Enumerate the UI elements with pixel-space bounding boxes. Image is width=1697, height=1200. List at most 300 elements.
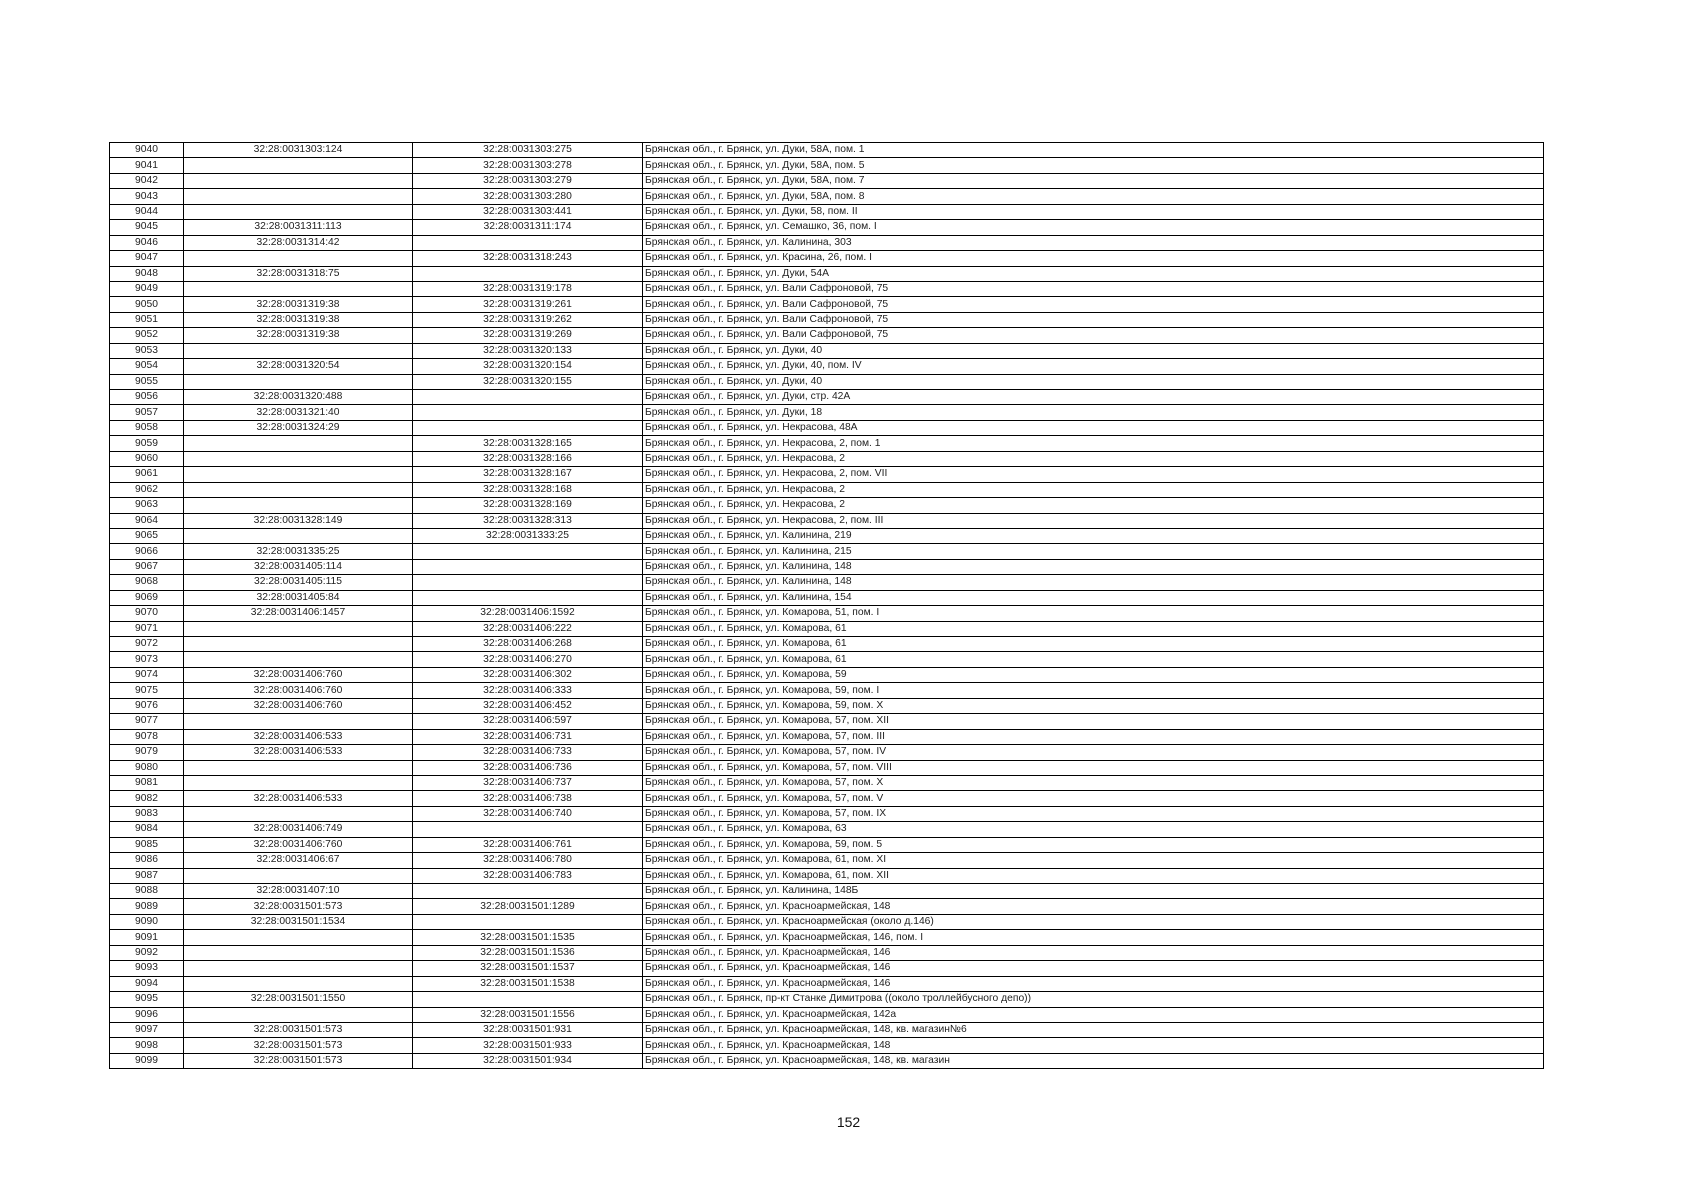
table-row bbox=[110, 714, 1544, 729]
object-number-cell: 32:28:0031328:168 bbox=[413, 482, 643, 497]
parcel-number-cell bbox=[184, 637, 413, 652]
row-number-cell: 9061 bbox=[110, 467, 184, 482]
object-number-cell bbox=[413, 559, 643, 574]
table-row bbox=[110, 173, 1544, 188]
parcel-number-cell: 32:28:0031406:760 bbox=[184, 667, 413, 682]
parcel-number-cell bbox=[184, 451, 413, 466]
object-number-cell bbox=[413, 884, 643, 899]
table-row bbox=[110, 359, 1544, 374]
row-number-cell: 9049 bbox=[110, 281, 184, 296]
parcel-number-cell: 32:28:0031320:54 bbox=[184, 359, 413, 374]
object-number-cell: 32:28:0031406:780 bbox=[413, 853, 643, 868]
table-row bbox=[110, 158, 1544, 173]
table-row bbox=[110, 652, 1544, 667]
parcel-number-cell bbox=[184, 775, 413, 790]
table-row bbox=[110, 698, 1544, 713]
row-number-cell: 9068 bbox=[110, 575, 184, 590]
address-cell: Брянская обл., г. Брянск, ул. Красноармейская, 148 bbox=[643, 899, 1544, 914]
address-cell: Брянская обл., г. Брянск, ул. Дуки, 58А, пом. 8 bbox=[643, 189, 1544, 204]
table-row bbox=[110, 868, 1544, 883]
object-number-cell: 32:28:0031328:169 bbox=[413, 498, 643, 513]
object-number-cell: 32:28:0031501:1289 bbox=[413, 899, 643, 914]
table-row bbox=[110, 328, 1544, 343]
table-row bbox=[110, 945, 1544, 960]
row-number-cell: 9077 bbox=[110, 714, 184, 729]
row-number-cell: 9085 bbox=[110, 837, 184, 852]
table-row bbox=[110, 374, 1544, 389]
address-cell: Брянская обл., г. Брянск, ул. Комарова, 61, пом. XII bbox=[643, 868, 1544, 883]
row-number-cell: 9046 bbox=[110, 235, 184, 250]
row-number-cell: 9087 bbox=[110, 868, 184, 883]
address-cell: Брянская обл., г. Брянск, ул. Вали Сафроновой, 75 bbox=[643, 328, 1544, 343]
address-cell: Брянская обл., г. Брянск, ул. Красноармейская, 146, пом. I bbox=[643, 930, 1544, 945]
row-number-cell: 9064 bbox=[110, 513, 184, 528]
table-row bbox=[110, 1022, 1544, 1037]
row-number-cell: 9081 bbox=[110, 775, 184, 790]
parcel-number-cell bbox=[184, 281, 413, 296]
address-cell: Брянская обл., г. Брянск, ул. Комарова, 61 bbox=[643, 621, 1544, 636]
table-row bbox=[110, 683, 1544, 698]
parcel-number-cell: 32:28:0031328:149 bbox=[184, 513, 413, 528]
address-cell: Брянская обл., г. Брянск, ул. Дуки, 58А, пом. 1 bbox=[643, 143, 1544, 158]
address-cell: Брянская обл., г. Брянск, ул. Вали Сафроновой, 75 bbox=[643, 297, 1544, 312]
parcel-number-cell bbox=[184, 436, 413, 451]
parcel-number-cell: 32:28:0031406:67 bbox=[184, 853, 413, 868]
object-number-cell: 32:28:0031406:736 bbox=[413, 760, 643, 775]
row-number-cell: 9091 bbox=[110, 930, 184, 945]
row-number-cell: 9097 bbox=[110, 1022, 184, 1037]
address-cell: Брянская обл., г. Брянск, ул. Комарова, 57, пом. IV bbox=[643, 745, 1544, 760]
table-row bbox=[110, 760, 1544, 775]
address-cell: Брянская обл., г. Брянск, ул. Некрасова, 2 bbox=[643, 451, 1544, 466]
parcel-number-cell: 32:28:0031501:573 bbox=[184, 1022, 413, 1037]
address-cell: Брянская обл., г. Брянск, ул. Дуки, 54А bbox=[643, 266, 1544, 281]
object-number-cell: 32:28:0031406:452 bbox=[413, 698, 643, 713]
object-number-cell: 32:28:0031406:597 bbox=[413, 714, 643, 729]
object-number-cell: 32:28:0031303:275 bbox=[413, 143, 643, 158]
row-number-cell: 9060 bbox=[110, 451, 184, 466]
object-number-cell bbox=[413, 420, 643, 435]
object-number-cell: 32:28:0031406:270 bbox=[413, 652, 643, 667]
object-number-cell: 32:28:0031328:167 bbox=[413, 467, 643, 482]
parcel-number-cell: 32:28:0031405:84 bbox=[184, 590, 413, 605]
table-row bbox=[110, 451, 1544, 466]
table-row bbox=[110, 312, 1544, 327]
object-number-cell: 32:28:0031319:262 bbox=[413, 312, 643, 327]
row-number-cell: 9042 bbox=[110, 173, 184, 188]
address-cell: Брянская обл., г. Брянск, ул. Комарова, 61 bbox=[643, 637, 1544, 652]
object-number-cell bbox=[413, 405, 643, 420]
table-row bbox=[110, 961, 1544, 976]
object-number-cell: 32:28:0031320:154 bbox=[413, 359, 643, 374]
address-cell: Брянская обл., г. Брянск, ул. Калинина, 148Б bbox=[643, 884, 1544, 899]
parcel-number-cell: 32:28:0031501:1550 bbox=[184, 992, 413, 1007]
row-number-cell: 9090 bbox=[110, 914, 184, 929]
object-number-cell: 32:28:0031319:178 bbox=[413, 281, 643, 296]
table-row bbox=[110, 436, 1544, 451]
table-row bbox=[110, 775, 1544, 790]
row-number-cell: 9047 bbox=[110, 251, 184, 266]
address-cell: Брянская обл., г. Брянск, ул. Красноармейская, 146 bbox=[643, 961, 1544, 976]
row-number-cell: 9092 bbox=[110, 945, 184, 960]
row-number-cell: 9094 bbox=[110, 976, 184, 991]
table-row bbox=[110, 420, 1544, 435]
row-number-cell: 9076 bbox=[110, 698, 184, 713]
object-number-cell: 32:28:0031406:222 bbox=[413, 621, 643, 636]
parcel-number-cell bbox=[184, 1007, 413, 1022]
parcel-number-cell bbox=[184, 251, 413, 266]
address-cell: Брянская обл., г. Брянск, ул. Дуки, 40 bbox=[643, 343, 1544, 358]
object-number-cell: 32:28:0031320:133 bbox=[413, 343, 643, 358]
object-number-cell bbox=[413, 822, 643, 837]
parcel-number-cell: 32:28:0031335:25 bbox=[184, 544, 413, 559]
table-row bbox=[110, 884, 1544, 899]
address-cell: Брянская обл., г. Брянск, ул. Вали Сафроновой, 75 bbox=[643, 312, 1544, 327]
object-number-cell bbox=[413, 544, 643, 559]
address-cell: Брянская обл., г. Брянск, ул. Красноармейская, 148 bbox=[643, 1038, 1544, 1053]
table-row bbox=[110, 297, 1544, 312]
table-row bbox=[110, 405, 1544, 420]
row-number-cell: 9062 bbox=[110, 482, 184, 497]
object-number-cell bbox=[413, 266, 643, 281]
address-cell: Брянская обл., г. Брянск, ул. Дуки, 58, пом. II bbox=[643, 204, 1544, 219]
object-number-cell bbox=[413, 390, 643, 405]
address-cell: Брянская обл., г. Брянск, ул. Калинина, 154 bbox=[643, 590, 1544, 605]
row-number-cell: 9040 bbox=[110, 143, 184, 158]
address-cell: Брянская обл., г. Брянск, ул. Калинина, 219 bbox=[643, 528, 1544, 543]
row-number-cell: 9093 bbox=[110, 961, 184, 976]
object-number-cell: 32:28:0031406:761 bbox=[413, 837, 643, 852]
address-cell: Брянская обл., г. Брянск, ул. Калинина, 148 bbox=[643, 559, 1544, 574]
row-number-cell: 9065 bbox=[110, 528, 184, 543]
address-cell: Брянская обл., г. Брянск, ул. Некрасова, 2 bbox=[643, 482, 1544, 497]
address-cell: Брянская обл., г. Брянск, ул. Комарова, 57, пом. III bbox=[643, 729, 1544, 744]
row-number-cell: 9071 bbox=[110, 621, 184, 636]
address-cell: Брянская обл., г. Брянск, пр-кт Станке Димитрова ((около троллейбусного депо)) bbox=[643, 992, 1544, 1007]
parcel-number-cell bbox=[184, 467, 413, 482]
parcel-number-cell bbox=[184, 976, 413, 991]
table-row bbox=[110, 235, 1544, 250]
row-number-cell: 9089 bbox=[110, 899, 184, 914]
object-number-cell: 32:28:0031406:302 bbox=[413, 667, 643, 682]
row-number-cell: 9088 bbox=[110, 884, 184, 899]
address-cell: Брянская обл., г. Брянск, ул. Красноармейская, 148, кв. магазин bbox=[643, 1053, 1544, 1068]
address-cell: Брянская обл., г. Брянск, ул. Комарова, 57, пом. V bbox=[643, 791, 1544, 806]
parcel-number-cell: 32:28:0031314:42 bbox=[184, 235, 413, 250]
address-cell: Брянская обл., г. Брянск, ул. Калинина, 148 bbox=[643, 575, 1544, 590]
row-number-cell: 9048 bbox=[110, 266, 184, 281]
row-number-cell: 9072 bbox=[110, 637, 184, 652]
row-number-cell: 9084 bbox=[110, 822, 184, 837]
address-cell: Брянская обл., г. Брянск, ул. Дуки, 58А, пом. 7 bbox=[643, 173, 1544, 188]
object-number-cell: 32:28:0031501:933 bbox=[413, 1038, 643, 1053]
table-row bbox=[110, 822, 1544, 837]
object-number-cell: 32:28:0031311:174 bbox=[413, 220, 643, 235]
table-row bbox=[110, 220, 1544, 235]
object-number-cell: 32:28:0031501:1536 bbox=[413, 945, 643, 960]
address-cell: Брянская обл., г. Брянск, ул. Красноармейская, 146 bbox=[643, 976, 1544, 991]
row-number-cell: 9074 bbox=[110, 667, 184, 682]
row-number-cell: 9075 bbox=[110, 683, 184, 698]
address-cell: Брянская обл., г. Брянск, ул. Дуки, стр. 42А bbox=[643, 390, 1544, 405]
row-number-cell: 9055 bbox=[110, 374, 184, 389]
table-row bbox=[110, 590, 1544, 605]
object-number-cell: 32:28:0031406:731 bbox=[413, 729, 643, 744]
row-number-cell: 9050 bbox=[110, 297, 184, 312]
address-cell: Брянская обл., г. Брянск, ул. Комарова, 59, пом. I bbox=[643, 683, 1544, 698]
row-number-cell: 9066 bbox=[110, 544, 184, 559]
address-cell: Брянская обл., г. Брянск, ул. Некрасова, 48А bbox=[643, 420, 1544, 435]
table-row bbox=[110, 837, 1544, 852]
parcel-number-cell bbox=[184, 652, 413, 667]
parcel-number-cell: 32:28:0031320:488 bbox=[184, 390, 413, 405]
parcel-number-cell: 32:28:0031319:38 bbox=[184, 312, 413, 327]
parcel-number-cell: 32:28:0031501:573 bbox=[184, 1053, 413, 1068]
table-row bbox=[110, 637, 1544, 652]
table-row bbox=[110, 791, 1544, 806]
object-number-cell: 32:28:0031320:155 bbox=[413, 374, 643, 389]
parcel-number-cell bbox=[184, 760, 413, 775]
object-number-cell bbox=[413, 235, 643, 250]
address-cell: Брянская обл., г. Брянск, ул. Красноармейская (около д.146) bbox=[643, 914, 1544, 929]
row-number-cell: 9044 bbox=[110, 204, 184, 219]
parcel-number-cell bbox=[184, 158, 413, 173]
parcel-number-cell: 32:28:0031501:573 bbox=[184, 1038, 413, 1053]
parcel-number-cell bbox=[184, 189, 413, 204]
parcel-number-cell: 32:28:0031303:124 bbox=[184, 143, 413, 158]
parcel-number-cell: 32:28:0031407:10 bbox=[184, 884, 413, 899]
table-row bbox=[110, 899, 1544, 914]
table-row bbox=[110, 621, 1544, 636]
table-row bbox=[110, 976, 1544, 991]
table-row bbox=[110, 143, 1544, 158]
row-number-cell: 9058 bbox=[110, 420, 184, 435]
address-cell: Брянская обл., г. Брянск, ул. Комарова, 63 bbox=[643, 822, 1544, 837]
parcel-number-cell bbox=[184, 528, 413, 543]
address-cell: Брянская обл., г. Брянск, ул. Комарова, 57, пом. VIII bbox=[643, 760, 1544, 775]
table-row bbox=[110, 390, 1544, 405]
parcel-number-cell bbox=[184, 961, 413, 976]
table-row bbox=[110, 467, 1544, 482]
address-cell: Брянская обл., г. Брянск, ул. Комарова, 57, пом. XII bbox=[643, 714, 1544, 729]
table-row bbox=[110, 559, 1544, 574]
parcel-number-cell: 32:28:0031406:533 bbox=[184, 729, 413, 744]
object-number-cell: 32:28:0031318:243 bbox=[413, 251, 643, 266]
object-number-cell: 32:28:0031501:934 bbox=[413, 1053, 643, 1068]
table-row bbox=[110, 1007, 1544, 1022]
parcel-number-cell bbox=[184, 945, 413, 960]
parcel-number-cell: 32:28:0031321:40 bbox=[184, 405, 413, 420]
address-cell: Брянская обл., г. Брянск, ул. Калинина, 215 bbox=[643, 544, 1544, 559]
parcel-number-cell bbox=[184, 204, 413, 219]
object-number-cell: 32:28:0031406:733 bbox=[413, 745, 643, 760]
row-number-cell: 9073 bbox=[110, 652, 184, 667]
object-number-cell: 32:28:0031406:268 bbox=[413, 637, 643, 652]
object-number-cell: 32:28:0031328:166 bbox=[413, 451, 643, 466]
parcel-number-cell bbox=[184, 498, 413, 513]
page-number: 152 bbox=[836, 1114, 861, 1130]
address-cell: Брянская обл., г. Брянск, ул. Красина, 26, пом. I bbox=[643, 251, 1544, 266]
object-number-cell: 32:28:0031333:25 bbox=[413, 528, 643, 543]
row-number-cell: 9082 bbox=[110, 791, 184, 806]
row-number-cell: 9057 bbox=[110, 405, 184, 420]
table-row bbox=[110, 266, 1544, 281]
object-number-cell: 32:28:0031406:737 bbox=[413, 775, 643, 790]
object-number-cell: 32:28:0031303:278 bbox=[413, 158, 643, 173]
address-cell: Брянская обл., г. Брянск, ул. Калинина, 303 bbox=[643, 235, 1544, 250]
parcel-number-cell bbox=[184, 868, 413, 883]
object-number-cell: 32:28:0031501:1556 bbox=[413, 1007, 643, 1022]
object-number-cell: 32:28:0031406:333 bbox=[413, 683, 643, 698]
object-number-cell: 32:28:0031501:1537 bbox=[413, 961, 643, 976]
object-number-cell: 32:28:0031319:261 bbox=[413, 297, 643, 312]
object-number-cell: 32:28:0031501:931 bbox=[413, 1022, 643, 1037]
parcel-number-cell: 32:28:0031501:573 bbox=[184, 899, 413, 914]
table-row bbox=[110, 729, 1544, 744]
address-cell: Брянская обл., г. Брянск, ул. Вали Сафроновой, 75 bbox=[643, 281, 1544, 296]
object-number-cell: 32:28:0031406:738 bbox=[413, 791, 643, 806]
table-row bbox=[110, 498, 1544, 513]
object-number-cell: 32:28:0031406:783 bbox=[413, 868, 643, 883]
table-row bbox=[110, 992, 1544, 1007]
object-number-cell bbox=[413, 590, 643, 605]
table-row bbox=[110, 189, 1544, 204]
parcel-number-cell bbox=[184, 343, 413, 358]
address-cell: Брянская обл., г. Брянск, ул. Некрасова, 2 bbox=[643, 498, 1544, 513]
parcel-number-cell: 32:28:0031319:38 bbox=[184, 328, 413, 343]
row-number-cell: 9078 bbox=[110, 729, 184, 744]
row-number-cell: 9045 bbox=[110, 220, 184, 235]
row-number-cell: 9079 bbox=[110, 745, 184, 760]
table-row bbox=[110, 544, 1544, 559]
object-number-cell: 32:28:0031406:740 bbox=[413, 806, 643, 821]
parcel-number-cell: 32:28:0031324:29 bbox=[184, 420, 413, 435]
object-number-cell: 32:28:0031319:269 bbox=[413, 328, 643, 343]
address-cell: Брянская обл., г. Брянск, ул. Семашко, 36, пом. I bbox=[643, 220, 1544, 235]
parcel-number-cell: 32:28:0031406:533 bbox=[184, 745, 413, 760]
parcel-number-cell bbox=[184, 374, 413, 389]
address-cell: Брянская обл., г. Брянск, ул. Комарова, 61, пом. XI bbox=[643, 853, 1544, 868]
row-number-cell: 9067 bbox=[110, 559, 184, 574]
row-number-cell: 9041 bbox=[110, 158, 184, 173]
parcel-number-cell bbox=[184, 482, 413, 497]
address-cell: Брянская обл., г. Брянск, ул. Комарова, 57, пом. IX bbox=[643, 806, 1544, 821]
table-row bbox=[110, 281, 1544, 296]
row-number-cell: 9095 bbox=[110, 992, 184, 1007]
table-row bbox=[110, 1038, 1544, 1053]
parcel-number-cell bbox=[184, 173, 413, 188]
address-cell: Брянская обл., г. Брянск, ул. Комарова, 57, пом. X bbox=[643, 775, 1544, 790]
table-row bbox=[110, 930, 1544, 945]
object-number-cell: 32:28:0031328:165 bbox=[413, 436, 643, 451]
address-cell: Брянская обл., г. Брянск, ул. Дуки, 40, пом. IV bbox=[643, 359, 1544, 374]
table-row bbox=[110, 251, 1544, 266]
table-row bbox=[110, 343, 1544, 358]
row-number-cell: 9063 bbox=[110, 498, 184, 513]
address-cell: Брянская обл., г. Брянск, ул. Комарова, 51, пом. I bbox=[643, 606, 1544, 621]
table-row bbox=[110, 482, 1544, 497]
address-cell: Брянская обл., г. Брянск, ул. Некрасова, 2, пом. 1 bbox=[643, 436, 1544, 451]
row-number-cell: 9098 bbox=[110, 1038, 184, 1053]
address-cell: Брянская обл., г. Брянск, ул. Комарова, 59, пом. 5 bbox=[643, 837, 1544, 852]
row-number-cell: 9052 bbox=[110, 328, 184, 343]
parcel-number-cell: 32:28:0031406:760 bbox=[184, 683, 413, 698]
row-number-cell: 9083 bbox=[110, 806, 184, 821]
address-cell: Брянская обл., г. Брянск, ул. Дуки, 58А, пом. 5 bbox=[643, 158, 1544, 173]
table-row bbox=[110, 745, 1544, 760]
table-row bbox=[110, 204, 1544, 219]
parcel-number-cell: 32:28:0031318:75 bbox=[184, 266, 413, 281]
row-number-cell: 9053 bbox=[110, 343, 184, 358]
row-number-cell: 9070 bbox=[110, 606, 184, 621]
parcel-number-cell bbox=[184, 930, 413, 945]
parcel-number-cell: 32:28:0031405:114 bbox=[184, 559, 413, 574]
table-row bbox=[110, 575, 1544, 590]
registry-table bbox=[109, 142, 1544, 1069]
row-number-cell: 9096 bbox=[110, 1007, 184, 1022]
address-cell: Брянская обл., г. Брянск, ул. Комарова, 59, пом. X bbox=[643, 698, 1544, 713]
table-row bbox=[110, 914, 1544, 929]
row-number-cell: 9099 bbox=[110, 1053, 184, 1068]
object-number-cell: 32:28:0031303:441 bbox=[413, 204, 643, 219]
row-number-cell: 9056 bbox=[110, 390, 184, 405]
table-row bbox=[110, 1053, 1544, 1068]
row-number-cell: 9059 bbox=[110, 436, 184, 451]
row-number-cell: 9069 bbox=[110, 590, 184, 605]
parcel-number-cell: 32:28:0031406:1457 bbox=[184, 606, 413, 621]
address-cell: Брянская обл., г. Брянск, ул. Некрасова, 2, пом. VII bbox=[643, 467, 1544, 482]
object-number-cell bbox=[413, 992, 643, 1007]
parcel-number-cell bbox=[184, 806, 413, 821]
parcel-number-cell: 32:28:0031319:38 bbox=[184, 297, 413, 312]
parcel-number-cell bbox=[184, 621, 413, 636]
object-number-cell: 32:28:0031303:279 bbox=[413, 173, 643, 188]
parcel-number-cell: 32:28:0031311:113 bbox=[184, 220, 413, 235]
row-number-cell: 9086 bbox=[110, 853, 184, 868]
table-row bbox=[110, 806, 1544, 821]
object-number-cell: 32:28:0031406:1592 bbox=[413, 606, 643, 621]
object-number-cell bbox=[413, 575, 643, 590]
object-number-cell: 32:28:0031328:313 bbox=[413, 513, 643, 528]
address-cell: Брянская обл., г. Брянск, ул. Красноармейская, 146 bbox=[643, 945, 1544, 960]
parcel-number-cell: 32:28:0031406:760 bbox=[184, 698, 413, 713]
row-number-cell: 9051 bbox=[110, 312, 184, 327]
object-number-cell: 32:28:0031303:280 bbox=[413, 189, 643, 204]
table-row bbox=[110, 667, 1544, 682]
address-cell: Брянская обл., г. Брянск, ул. Некрасова, 2, пом. III bbox=[643, 513, 1544, 528]
parcel-number-cell: 32:28:0031406:749 bbox=[184, 822, 413, 837]
address-cell: Брянская обл., г. Брянск, ул. Комарова, 61 bbox=[643, 652, 1544, 667]
table-row bbox=[110, 853, 1544, 868]
parcel-number-cell: 32:28:0031405:115 bbox=[184, 575, 413, 590]
address-cell: Брянская обл., г. Брянск, ул. Красноармейская, 148, кв. магазин№6 bbox=[643, 1022, 1544, 1037]
table-row bbox=[110, 528, 1544, 543]
table-row bbox=[110, 606, 1544, 621]
parcel-number-cell: 32:28:0031406:533 bbox=[184, 791, 413, 806]
parcel-number-cell: 32:28:0031406:760 bbox=[184, 837, 413, 852]
row-number-cell: 9080 bbox=[110, 760, 184, 775]
object-number-cell bbox=[413, 914, 643, 929]
row-number-cell: 9054 bbox=[110, 359, 184, 374]
parcel-number-cell: 32:28:0031501:1534 bbox=[184, 914, 413, 929]
row-number-cell: 9043 bbox=[110, 189, 184, 204]
object-number-cell: 32:28:0031501:1535 bbox=[413, 930, 643, 945]
address-cell: Брянская обл., г. Брянск, ул. Дуки, 18 bbox=[643, 405, 1544, 420]
address-cell: Брянская обл., г. Брянск, ул. Дуки, 40 bbox=[643, 374, 1544, 389]
parcel-number-cell bbox=[184, 714, 413, 729]
address-cell: Брянская обл., г. Брянск, ул. Красноармейская, 142а bbox=[643, 1007, 1544, 1022]
table-row bbox=[110, 513, 1544, 528]
